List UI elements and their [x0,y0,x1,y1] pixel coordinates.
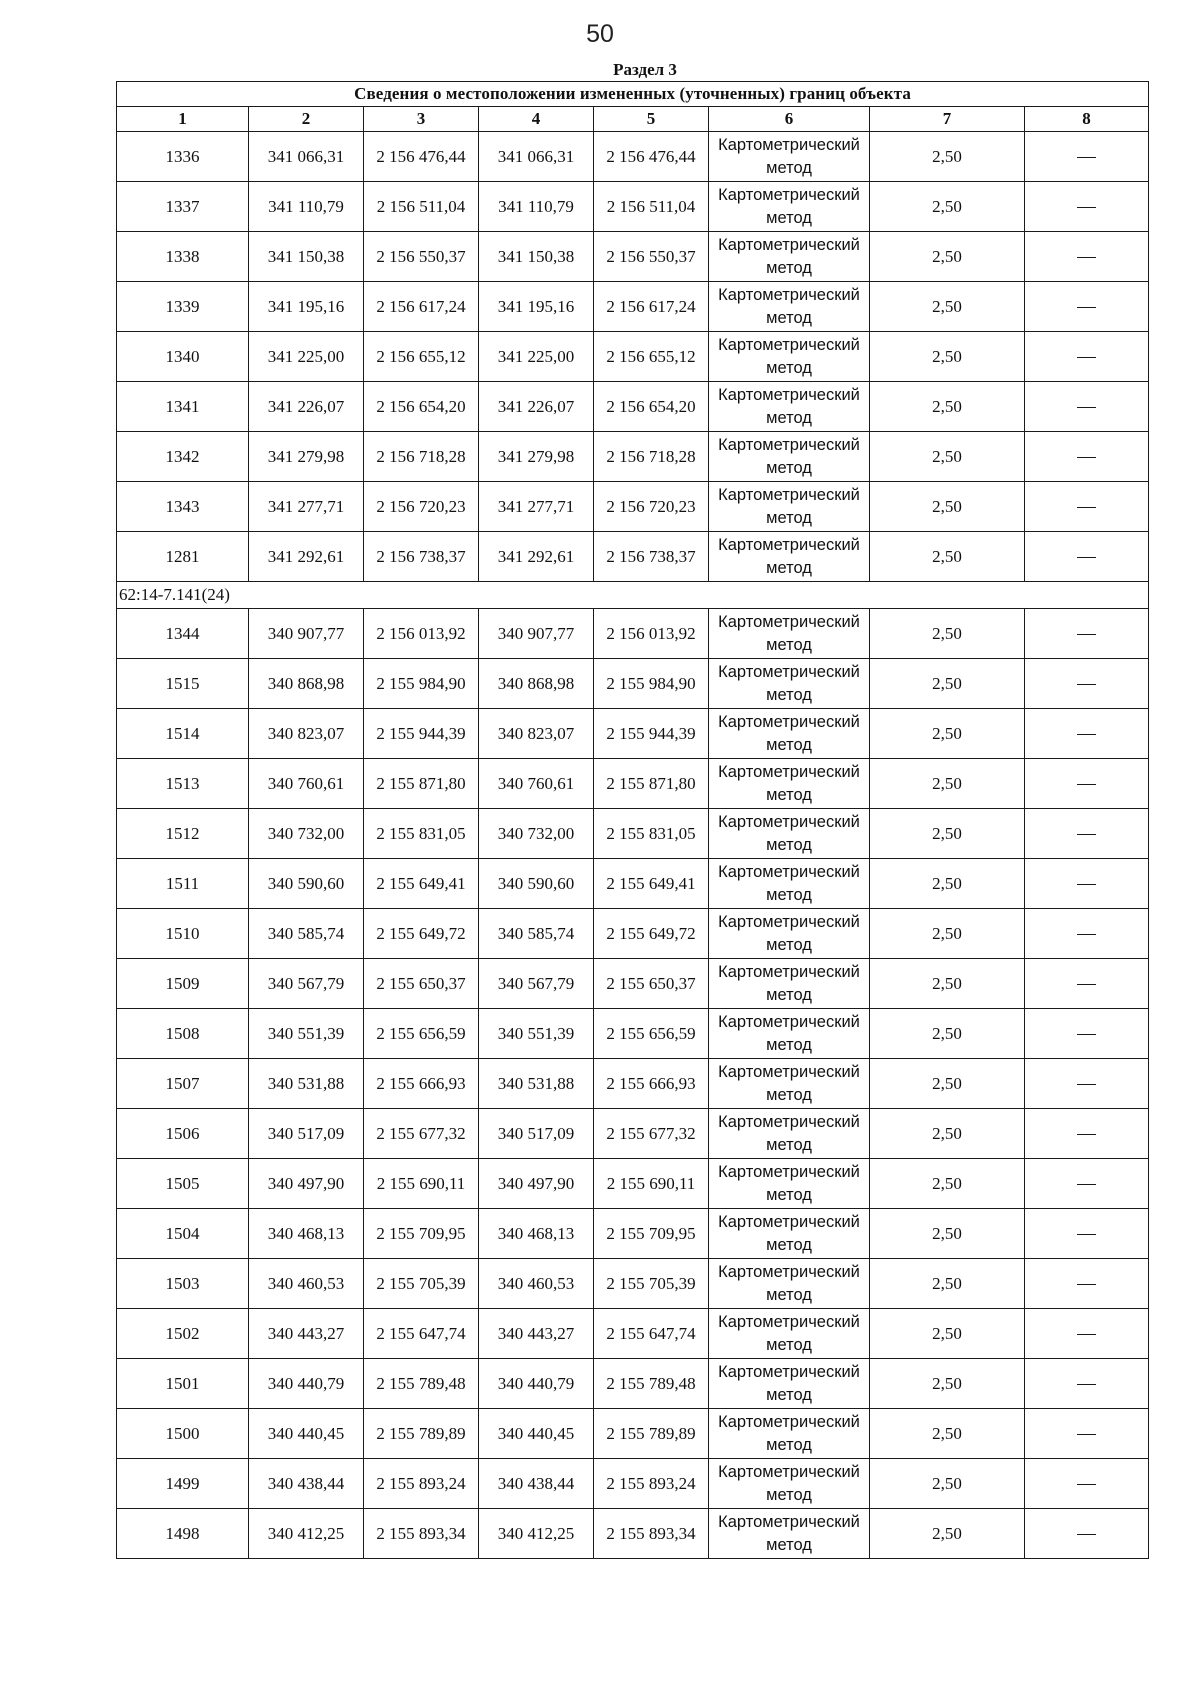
method-cell: Картометрический метод [709,959,870,1009]
dash-mark [1077,634,1096,635]
page-number: 50 [586,20,614,48]
dash-mark [1077,884,1096,885]
y-new-cell: 2 156 655,12 [594,332,709,382]
table-row [117,959,1149,1009]
accuracy-cell: 2,50 [870,709,1025,759]
method-cell: Картометрический метод [709,1359,870,1409]
accuracy-cell: 2,50 [870,232,1025,282]
x-new-cell: 341 066,31 [479,132,594,182]
x-old-cell: 340 823,07 [249,709,364,759]
y-old-cell: 2 155 649,41 [364,859,479,909]
x-old-cell: 340 907,77 [249,609,364,659]
point-number-cell: 1515 [117,659,249,709]
empty-value-cell [1025,1509,1149,1559]
y-old-cell: 2 156 720,23 [364,482,479,532]
dash-mark [1077,1234,1096,1235]
dash-mark [1077,734,1096,735]
accuracy-cell: 2,50 [870,332,1025,382]
accuracy-cell: 2,50 [870,532,1025,582]
method-cell: Картометрический метод [709,709,870,759]
x-new-cell: 340 590,60 [479,859,594,909]
accuracy-cell: 2,50 [870,1509,1025,1559]
column-header: 8 [1025,107,1149,132]
table-row [117,232,1149,282]
dash-mark [1077,1434,1096,1435]
empty-value-cell [1025,1259,1149,1309]
method-cell: Картометрический метод [709,1109,870,1159]
x-old-cell: 341 277,71 [249,482,364,532]
x-old-cell: 340 590,60 [249,859,364,909]
table-row [117,759,1149,809]
column-header: 3 [364,107,479,132]
accuracy-cell: 2,50 [870,609,1025,659]
y-old-cell: 2 155 666,93 [364,1059,479,1109]
table-row [117,132,1149,182]
method-cell: Картометрический метод [709,1309,870,1359]
method-cell: Картометрический метод [709,1459,870,1509]
y-old-cell: 2 155 789,89 [364,1409,479,1459]
column-header: 7 [870,107,1025,132]
y-new-cell: 2 156 550,37 [594,232,709,282]
y-old-cell: 2 156 718,28 [364,432,479,482]
point-number-cell: 1501 [117,1359,249,1409]
empty-value-cell [1025,1009,1149,1059]
x-new-cell: 340 868,98 [479,659,594,709]
y-new-cell: 2 155 944,39 [594,709,709,759]
point-number-cell: 1513 [117,759,249,809]
table-row [117,859,1149,909]
accuracy-cell: 2,50 [870,482,1025,532]
accuracy-cell: 2,50 [870,1359,1025,1409]
accuracy-cell: 2,50 [870,959,1025,1009]
x-new-cell: 340 440,79 [479,1359,594,1409]
y-old-cell: 2 156 655,12 [364,332,479,382]
table-row [117,809,1149,859]
point-number-cell: 1342 [117,432,249,482]
y-new-cell: 2 156 720,23 [594,482,709,532]
point-number-cell: 1507 [117,1059,249,1109]
dash-mark [1077,1084,1096,1085]
point-number-cell: 1503 [117,1259,249,1309]
x-new-cell: 340 760,61 [479,759,594,809]
empty-value-cell [1025,132,1149,182]
y-new-cell: 2 156 511,04 [594,182,709,232]
cadastral-block-label: 62:14-7.141(24) [117,582,1149,609]
column-header: 5 [594,107,709,132]
x-new-cell: 341 225,00 [479,332,594,382]
y-old-cell: 2 156 654,20 [364,382,479,432]
y-new-cell: 2 156 617,24 [594,282,709,332]
dash-mark [1077,1284,1096,1285]
empty-value-cell [1025,609,1149,659]
y-old-cell: 2 156 476,44 [364,132,479,182]
point-number-cell: 1340 [117,332,249,382]
dash-mark [1077,984,1096,985]
point-number-cell: 1509 [117,959,249,1009]
y-old-cell: 2 155 984,90 [364,659,479,709]
table-row [117,382,1149,432]
x-old-cell: 340 440,45 [249,1409,364,1459]
dash-mark [1077,684,1096,685]
dash-mark [1077,257,1096,258]
empty-value-cell [1025,1409,1149,1459]
x-new-cell: 340 585,74 [479,909,594,959]
accuracy-cell: 2,50 [870,809,1025,859]
y-old-cell: 2 155 690,11 [364,1159,479,1209]
dash-mark [1077,834,1096,835]
y-old-cell: 2 155 893,24 [364,1459,479,1509]
x-new-cell: 340 517,09 [479,1109,594,1159]
accuracy-cell: 2,50 [870,759,1025,809]
y-new-cell: 2 155 709,95 [594,1209,709,1259]
column-header: 1 [117,107,249,132]
dash-mark [1077,1334,1096,1335]
dash-mark [1077,457,1096,458]
accuracy-cell: 2,50 [870,859,1025,909]
x-new-cell: 340 443,27 [479,1309,594,1359]
method-cell: Картометрический метод [709,1059,870,1109]
x-old-cell: 340 440,79 [249,1359,364,1409]
y-new-cell: 2 155 984,90 [594,659,709,709]
dash-mark [1077,1034,1096,1035]
point-number-cell: 1505 [117,1159,249,1209]
y-new-cell: 2 155 656,59 [594,1009,709,1059]
empty-value-cell [1025,382,1149,432]
accuracy-cell: 2,50 [870,1059,1025,1109]
method-cell: Картометрический метод [709,132,870,182]
method-cell: Картометрический метод [709,1509,870,1559]
point-number-cell: 1504 [117,1209,249,1259]
y-old-cell: 2 155 871,80 [364,759,479,809]
y-old-cell: 2 156 013,92 [364,609,479,659]
y-new-cell: 2 155 650,37 [594,959,709,1009]
empty-value-cell [1025,1209,1149,1259]
table-row [117,1309,1149,1359]
x-new-cell: 340 551,39 [479,1009,594,1059]
method-cell: Картометрический метод [709,1259,870,1309]
table-row [117,532,1149,582]
dash-mark [1077,507,1096,508]
x-old-cell: 341 279,98 [249,432,364,482]
y-new-cell: 2 156 013,92 [594,609,709,659]
y-new-cell: 2 155 893,24 [594,1459,709,1509]
dash-mark [1077,784,1096,785]
table-row [117,659,1149,709]
x-old-cell: 341 110,79 [249,182,364,232]
accuracy-cell: 2,50 [870,1209,1025,1259]
accuracy-cell: 2,50 [870,909,1025,959]
x-old-cell: 340 460,53 [249,1259,364,1309]
method-cell: Картометрический метод [709,609,870,659]
empty-value-cell [1025,909,1149,959]
table-row [117,282,1149,332]
y-new-cell: 2 155 831,05 [594,809,709,859]
accuracy-cell: 2,50 [870,132,1025,182]
x-old-cell: 340 585,74 [249,909,364,959]
table-row [117,1359,1149,1409]
table-row [117,1059,1149,1109]
y-old-cell: 2 155 944,39 [364,709,479,759]
dash-mark [1077,207,1096,208]
accuracy-cell: 2,50 [870,282,1025,332]
empty-value-cell [1025,709,1149,759]
point-number-cell: 1341 [117,382,249,432]
y-old-cell: 2 155 649,72 [364,909,479,959]
y-old-cell: 2 155 709,95 [364,1209,479,1259]
y-old-cell: 2 155 656,59 [364,1009,479,1059]
x-new-cell: 340 440,45 [479,1409,594,1459]
x-new-cell: 340 567,79 [479,959,594,1009]
method-cell: Картометрический метод [709,659,870,709]
empty-value-cell [1025,959,1149,1009]
x-old-cell: 341 226,07 [249,382,364,432]
x-old-cell: 340 868,98 [249,659,364,709]
point-number-cell: 1514 [117,709,249,759]
point-number-cell: 1502 [117,1309,249,1359]
x-new-cell: 341 226,07 [479,382,594,432]
x-old-cell: 340 497,90 [249,1159,364,1209]
accuracy-cell: 2,50 [870,1309,1025,1359]
accuracy-cell: 2,50 [870,1109,1025,1159]
point-number-cell: 1337 [117,182,249,232]
empty-value-cell [1025,809,1149,859]
accuracy-cell: 2,50 [870,382,1025,432]
y-new-cell: 2 155 690,11 [594,1159,709,1209]
point-number-cell: 1512 [117,809,249,859]
x-old-cell: 340 517,09 [249,1109,364,1159]
point-number-cell: 1344 [117,609,249,659]
accuracy-cell: 2,50 [870,659,1025,709]
accuracy-cell: 2,50 [870,432,1025,482]
y-new-cell: 2 155 666,93 [594,1059,709,1109]
dash-mark [1077,307,1096,308]
x-new-cell: 340 460,53 [479,1259,594,1309]
point-number-cell: 1343 [117,482,249,532]
table-row [117,1259,1149,1309]
method-cell: Картометрический метод [709,909,870,959]
method-cell: Картометрический метод [709,859,870,909]
table-row [117,332,1149,382]
method-cell: Картометрический метод [709,482,870,532]
y-old-cell: 2 155 705,39 [364,1259,479,1309]
empty-value-cell [1025,432,1149,482]
point-number-cell: 1498 [117,1509,249,1559]
x-new-cell: 340 907,77 [479,609,594,659]
accuracy-cell: 2,50 [870,182,1025,232]
method-cell: Картометрический метод [709,1159,870,1209]
dash-mark [1077,1534,1096,1535]
table-row [117,432,1149,482]
dash-mark [1077,407,1096,408]
x-old-cell: 340 468,13 [249,1209,364,1259]
dash-mark [1077,934,1096,935]
y-old-cell: 2 156 511,04 [364,182,479,232]
y-new-cell: 2 156 476,44 [594,132,709,182]
table-row [117,609,1149,659]
table-row [117,709,1149,759]
point-number-cell: 1338 [117,232,249,282]
column-header: 2 [249,107,364,132]
y-old-cell: 2 155 677,32 [364,1109,479,1159]
x-new-cell: 340 823,07 [479,709,594,759]
point-number-cell: 1336 [117,132,249,182]
x-new-cell: 341 150,38 [479,232,594,282]
x-old-cell: 340 412,25 [249,1509,364,1559]
x-old-cell: 340 732,00 [249,809,364,859]
x-new-cell: 341 110,79 [479,182,594,232]
point-number-cell: 1500 [117,1409,249,1459]
table-row [117,482,1149,532]
y-new-cell: 2 155 871,80 [594,759,709,809]
empty-value-cell [1025,759,1149,809]
x-new-cell: 340 732,00 [479,809,594,859]
method-cell: Картометрический метод [709,809,870,859]
empty-value-cell [1025,482,1149,532]
x-new-cell: 340 468,13 [479,1209,594,1259]
empty-value-cell [1025,1109,1149,1159]
y-old-cell: 2 156 550,37 [364,232,479,282]
method-cell: Картометрический метод [709,759,870,809]
empty-value-cell [1025,859,1149,909]
table-row [117,909,1149,959]
table-row [117,1209,1149,1259]
x-new-cell: 340 412,25 [479,1509,594,1559]
dash-mark [1077,557,1096,558]
table-row [117,1409,1149,1459]
table-row [117,1159,1149,1209]
accuracy-cell: 2,50 [870,1259,1025,1309]
y-new-cell: 2 156 654,20 [594,382,709,432]
empty-value-cell [1025,1309,1149,1359]
method-cell: Картометрический метод [709,382,870,432]
y-new-cell: 2 155 789,89 [594,1409,709,1459]
point-number-cell: 1499 [117,1459,249,1509]
y-new-cell: 2 155 705,39 [594,1259,709,1309]
section-title: Раздел 3 [613,60,677,79]
x-old-cell: 340 438,44 [249,1459,364,1509]
y-new-cell: 2 155 893,34 [594,1509,709,1559]
column-header: 6 [709,107,870,132]
point-number-cell: 1510 [117,909,249,959]
table-row [117,1459,1149,1509]
column-header-row [117,107,1149,132]
empty-value-cell [1025,282,1149,332]
table-row [117,1509,1149,1559]
point-number-cell: 1506 [117,1109,249,1159]
method-cell: Картометрический метод [709,432,870,482]
dash-mark [1077,357,1096,358]
point-number-cell: 1511 [117,859,249,909]
x-old-cell: 341 292,61 [249,532,364,582]
x-old-cell: 341 225,00 [249,332,364,382]
x-new-cell: 341 292,61 [479,532,594,582]
x-old-cell: 340 760,61 [249,759,364,809]
x-old-cell: 340 551,39 [249,1009,364,1059]
x-old-cell: 341 195,16 [249,282,364,332]
coordinates-table [116,81,1149,1559]
table-row [117,1109,1149,1159]
method-cell: Картометрический метод [709,532,870,582]
y-new-cell: 2 155 649,41 [594,859,709,909]
x-old-cell: 340 531,88 [249,1059,364,1109]
method-cell: Картометрический метод [709,1209,870,1259]
dash-mark [1077,1384,1096,1385]
y-old-cell: 2 156 738,37 [364,532,479,582]
table-row [117,1009,1149,1059]
empty-value-cell [1025,1359,1149,1409]
accuracy-cell: 2,50 [870,1009,1025,1059]
y-new-cell: 2 155 649,72 [594,909,709,959]
empty-value-cell [1025,232,1149,282]
y-new-cell: 2 156 738,37 [594,532,709,582]
method-cell: Картометрический метод [709,282,870,332]
empty-value-cell [1025,1459,1149,1509]
x-old-cell: 340 567,79 [249,959,364,1009]
point-number-cell: 1508 [117,1009,249,1059]
accuracy-cell: 2,50 [870,1459,1025,1509]
method-cell: Картометрический метод [709,332,870,382]
table-row [117,182,1149,232]
dash-mark [1077,157,1096,158]
x-old-cell: 340 443,27 [249,1309,364,1359]
table-caption: Сведения о местоположении измененных (уточненных) границ объекта [117,82,1149,107]
empty-value-cell [1025,182,1149,232]
y-old-cell: 2 155 789,48 [364,1359,479,1409]
y-new-cell: 2 155 789,48 [594,1359,709,1409]
accuracy-cell: 2,50 [870,1409,1025,1459]
y-old-cell: 2 156 617,24 [364,282,479,332]
y-old-cell: 2 155 650,37 [364,959,479,1009]
y-old-cell: 2 155 647,74 [364,1309,479,1359]
y-new-cell: 2 156 718,28 [594,432,709,482]
x-new-cell: 341 279,98 [479,432,594,482]
empty-value-cell [1025,532,1149,582]
x-new-cell: 341 195,16 [479,282,594,332]
y-old-cell: 2 155 893,34 [364,1509,479,1559]
method-cell: Картометрический метод [709,1009,870,1059]
column-header: 4 [479,107,594,132]
dash-mark [1077,1184,1096,1185]
x-old-cell: 341 066,31 [249,132,364,182]
method-cell: Картометрический метод [709,232,870,282]
empty-value-cell [1025,1059,1149,1109]
group-row [117,582,1149,609]
empty-value-cell [1025,332,1149,382]
y-new-cell: 2 155 647,74 [594,1309,709,1359]
accuracy-cell: 2,50 [870,1159,1025,1209]
x-new-cell: 340 438,44 [479,1459,594,1509]
x-new-cell: 340 497,90 [479,1159,594,1209]
method-cell: Картометрический метод [709,1409,870,1459]
x-old-cell: 341 150,38 [249,232,364,282]
point-number-cell: 1281 [117,532,249,582]
empty-value-cell [1025,659,1149,709]
x-new-cell: 340 531,88 [479,1059,594,1109]
y-new-cell: 2 155 677,32 [594,1109,709,1159]
method-cell: Картометрический метод [709,182,870,232]
dash-mark [1077,1484,1096,1485]
y-old-cell: 2 155 831,05 [364,809,479,859]
dash-mark [1077,1134,1096,1135]
point-number-cell: 1339 [117,282,249,332]
empty-value-cell [1025,1159,1149,1209]
x-new-cell: 341 277,71 [479,482,594,532]
